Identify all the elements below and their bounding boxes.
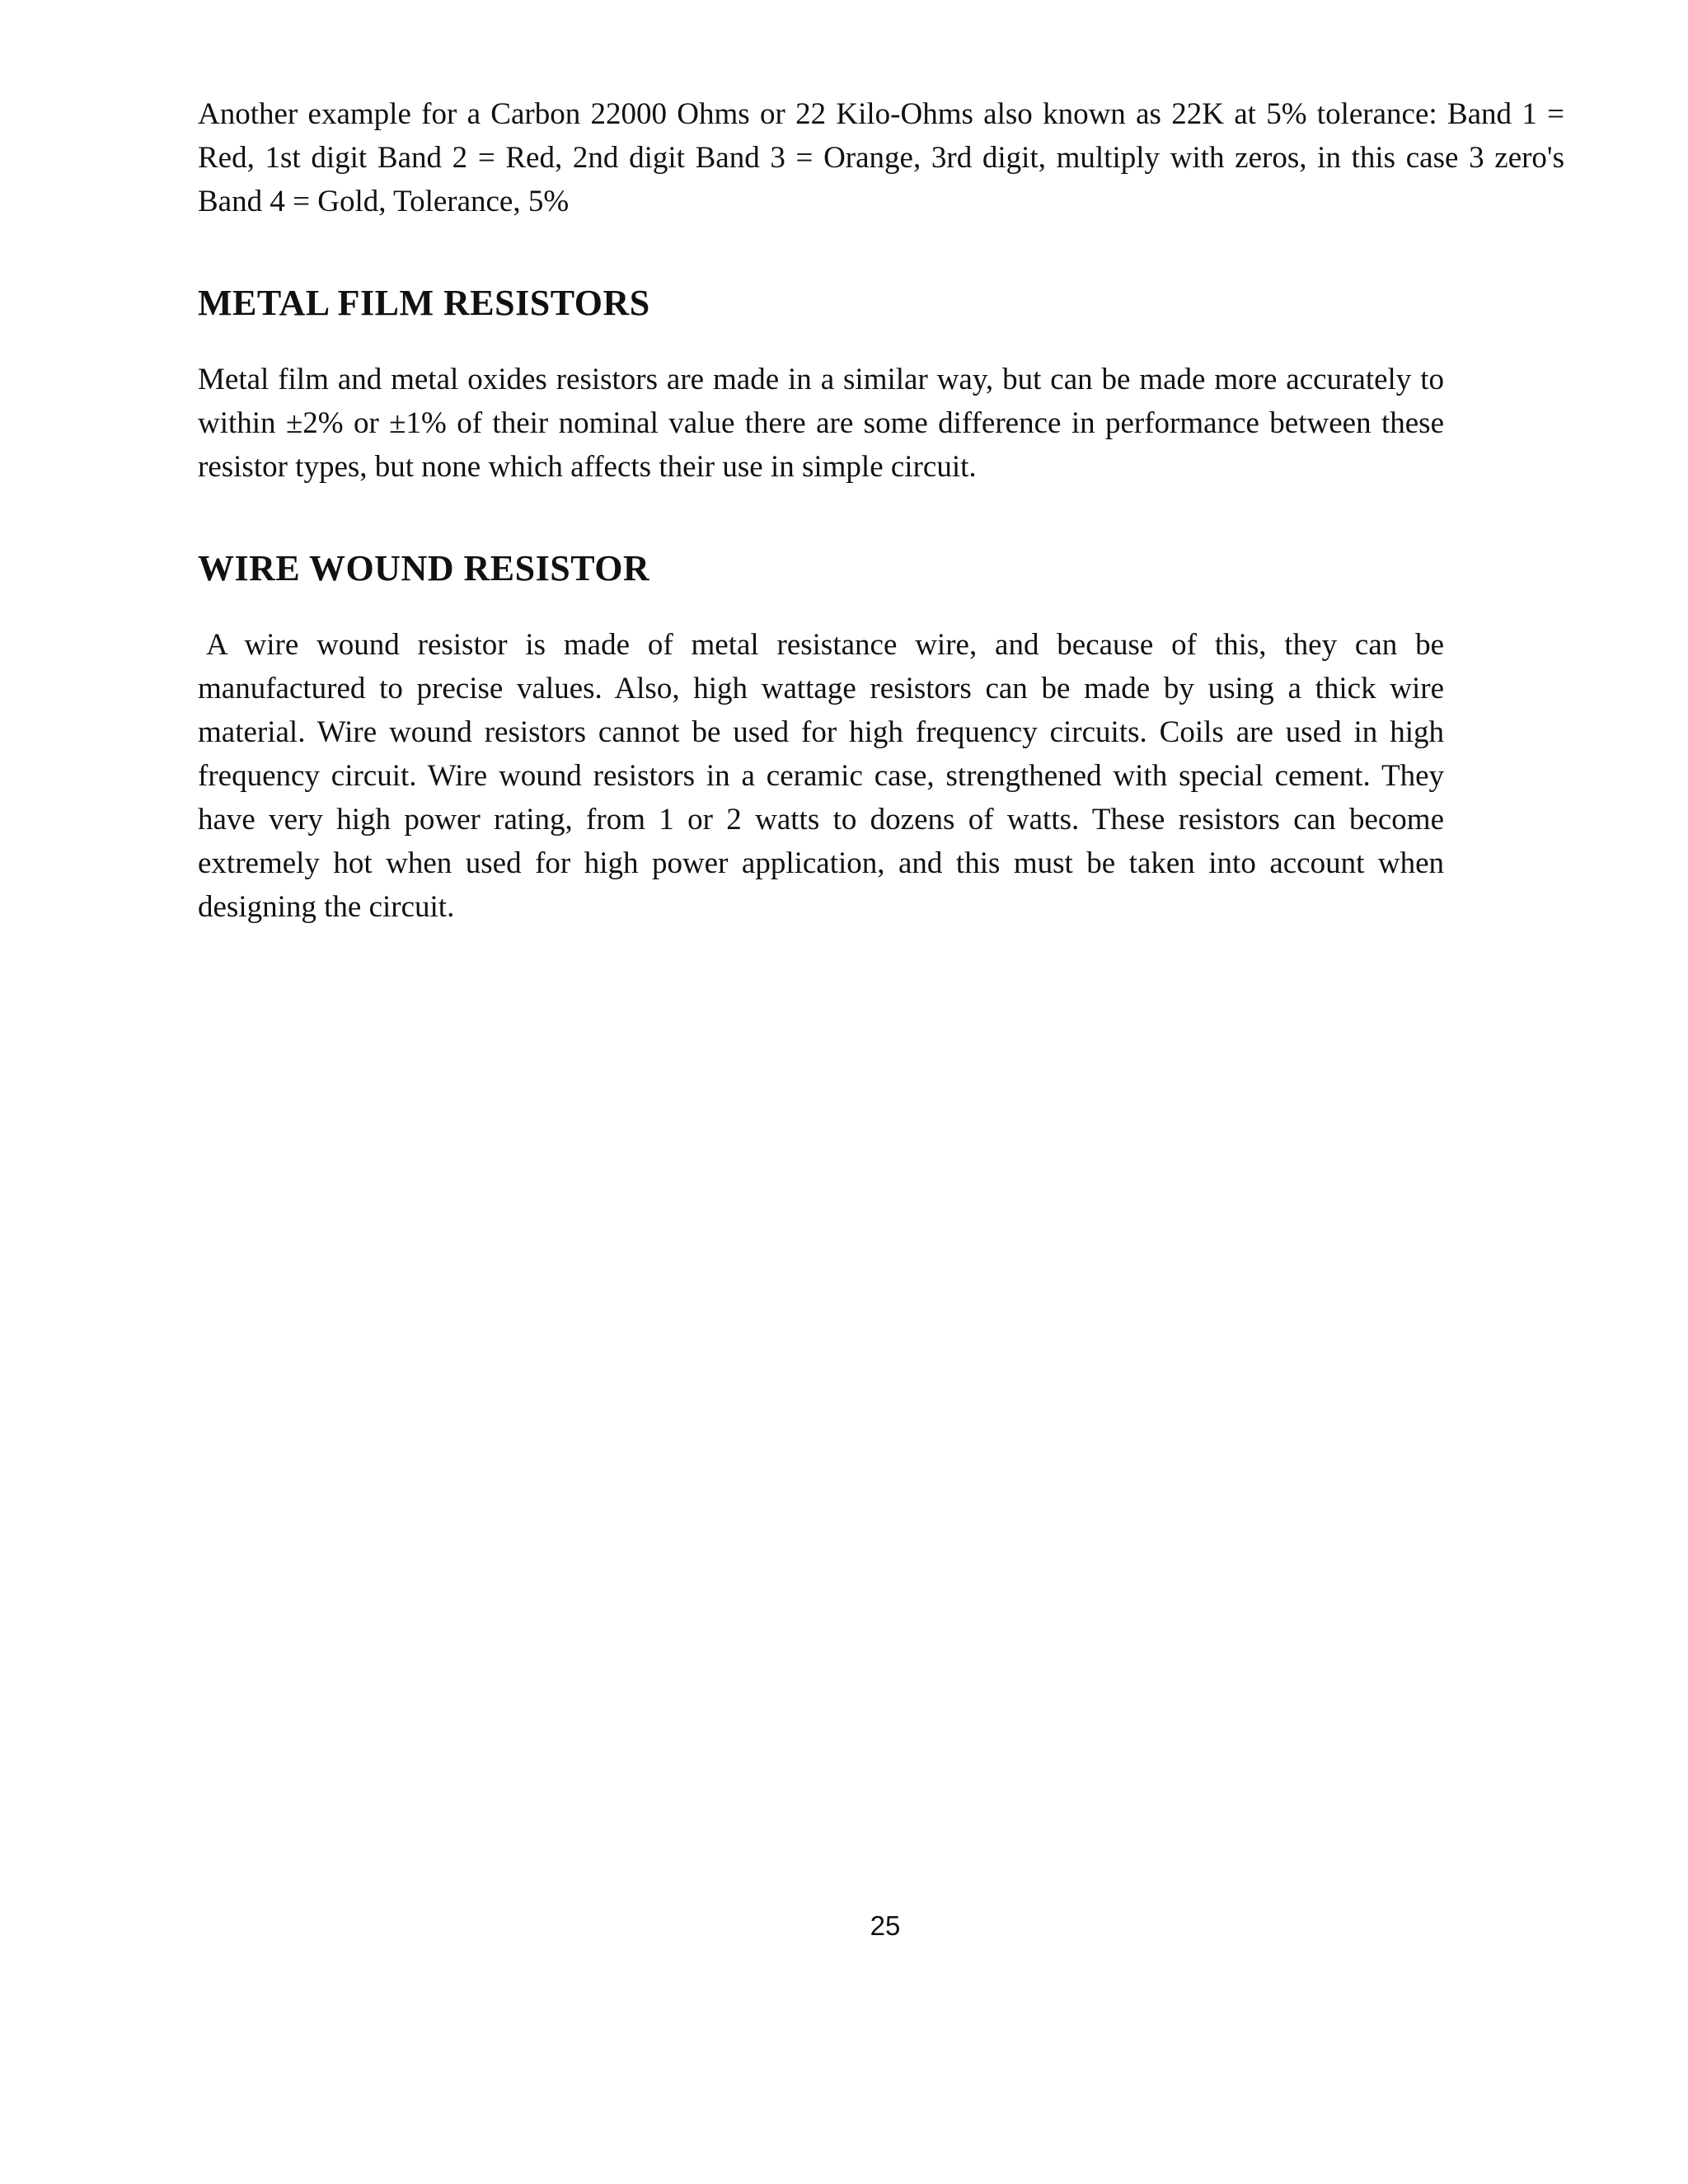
section-body-wire-wound: A wire wound resistor is made of metal resistance wire, and because of this, they can be manufactured to precise values. Also, high wattage resistors can be made by using a thick wire material. Wire wound resistors cannot be used for high frequency circuits. Coils are used in high frequency circuit. Wire wound resistors in a ceramic case, strengthened with special cement. They have very high power rating, from 1 or 2 watts to dozens of watts. These resistors can become extremely hot when used for high power application, and this must be taken into account when designing the circuit.: [198, 628, 1444, 924]
section-heading-metal-film: METAL FILM RESISTORS: [198, 283, 650, 323]
section-heading-wire-wound: WIRE WOUND RESISTOR: [198, 548, 650, 588]
page-number: 25: [870, 1910, 901, 1941]
section-body-metal-film: Metal film and metal oxides resistors are made in a similar way, but can be made more accurately to within ±2% or ±1% of their nominal value there are some difference in performance between these resistor types, but none which affects their use in simple circuit.: [198, 363, 1444, 484]
intro-paragraph: Another example for a Carbon 22000 Ohms or 22 Kilo-Ohms also known as 22K at 5% tolerance: Band 1 = Red, 1st digit Band 2 = Red, 2nd digit Band 3 = Orange, 3rd digit, multiply with zeros, in this case 3 zero's Band 4 = Gold, Tolerance, 5%: [198, 97, 1564, 218]
